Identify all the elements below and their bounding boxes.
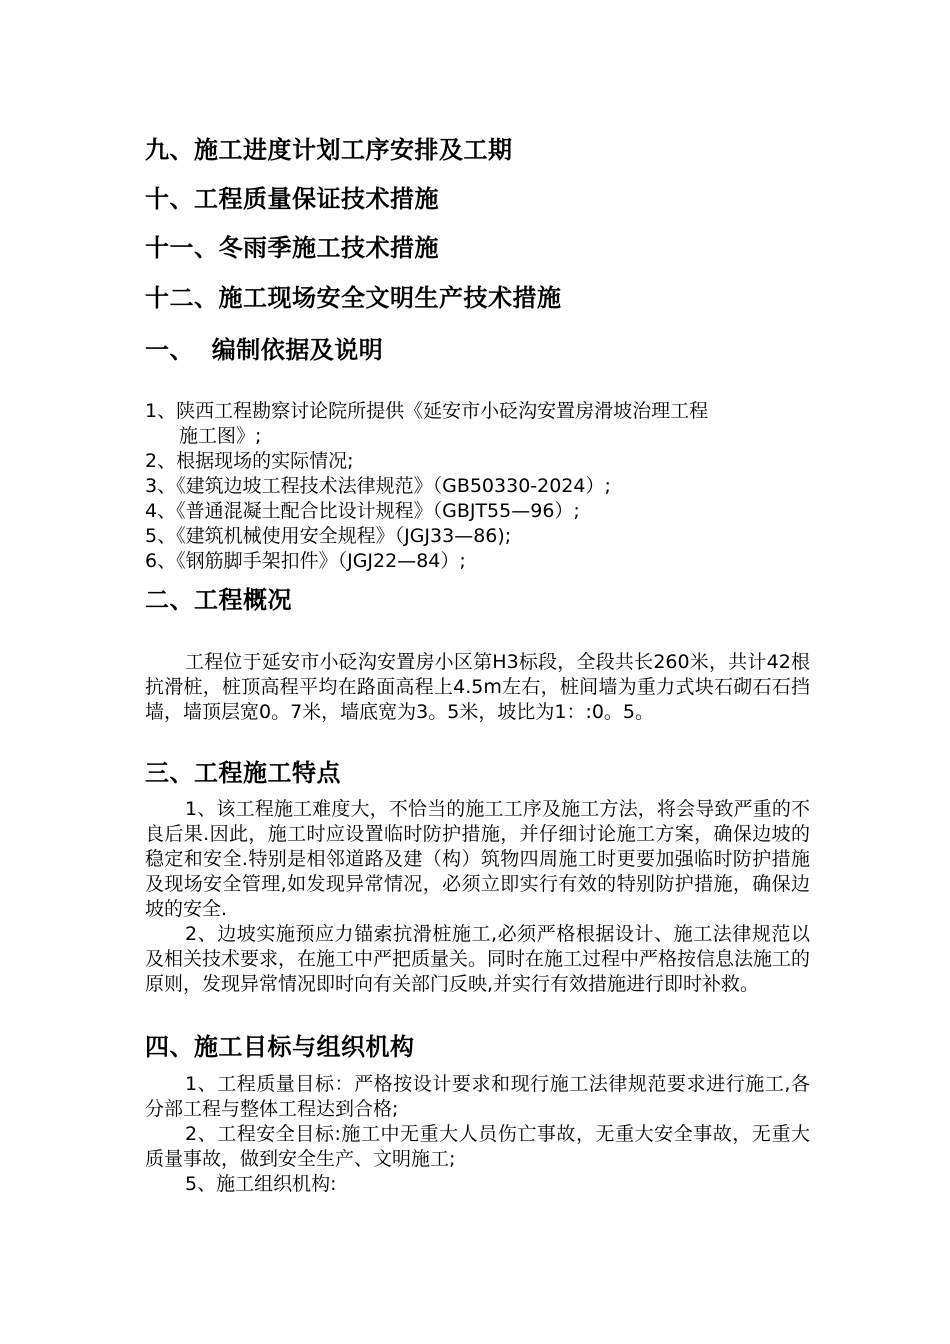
section-4-heading: 四、施工目标与组织机构 — [145, 1033, 415, 1061]
section-3-heading: 三、工程施工特点 — [145, 759, 341, 787]
section-4-paragraph-3: 5、施工组织机构: — [185, 1173, 337, 1195]
section-4-paragraph-1: 1、工程质量目标：严格按设计要求和现行施工法律规范要求进行施工,各分部工程与整体工程达到合格; — [145, 1073, 810, 1120]
reference-item-continuation: 施工图》; — [179, 425, 262, 447]
section-2-body: 工程位于延安市小砭沟安置房小区第H3标段，全段共长260米，共计42根抗滑桩，桩顶高程平均在路面高程上4.5m左右，桩间墙为重力式块石砌石石挡墙，墙顶层宽0。7米，墙底宽为3。5米，坡比为1：:0。5。 — [145, 651, 810, 723]
reference-item: 6、《钢筋脚手架扣件》（JGJ22—84）; — [145, 550, 466, 572]
section-3-paragraph-1: 1、该工程施工难度大，不恰当的施工工序及施工方法，将会导致严重的不良后果.因此，施工时应设置临时防护措施，并仔细讨论施工方案，确保边坡的稳定和安全.特别是相邻道路及建（构）筑物四周施工时更要加强临时防护措施及现场安全管理,如发现异常情况，必须立即实行有效的特别防护措施，确保边坡的安全. — [145, 798, 810, 920]
toc-item-12: 十二、施工现场安全文明生产技术措施 — [145, 284, 562, 312]
section-1-heading: 一、 编制依据及说明 — [145, 336, 384, 364]
section-2-heading: 二、工程概况 — [145, 586, 292, 614]
reference-item: 2、根据现场的实际情况; — [145, 450, 354, 472]
toc-item-10: 十、工程质量保证技术措施 — [145, 185, 439, 213]
section-4-paragraph-2: 2、工程安全目标:施工中无重大人员伤亡事故，无重大安全事故，无重大质量事故，做到安全生产、文明施工; — [145, 1123, 810, 1170]
reference-item — [145, 399, 708, 449]
reference-item: 4、《普通混凝土配合比设计规程》（GBJT55—96）; — [145, 500, 580, 522]
reference-item: 3、《建筑边坡工程技术法律规范》（GB50330-2024）; — [145, 475, 611, 497]
reference-item: 5、《建筑机械使用安全规程》（JGJ33—86); — [145, 525, 512, 547]
toc-item-11: 十一、冬雨季施工技术措施 — [145, 234, 439, 262]
reference-list — [145, 399, 708, 574]
reference-item-line: 1、陕西工程勘察讨论院所提供《延安市小砭沟安置房滑坡治理工程 — [145, 400, 709, 422]
toc-item-9: 九、施工进度计划工序安排及工期 — [145, 136, 513, 164]
section-3-paragraph-2: 2、边坡实施预应力锚索抗滑桩施工,必须严格根据设计、施工法律规范以及相关技术要求，在施工中严把质量关。同时在施工过程中严格按信息法施工的原则，发现异常情况即时向有关部门反映,并实行有效措施进行即时补救。 — [145, 923, 811, 995]
